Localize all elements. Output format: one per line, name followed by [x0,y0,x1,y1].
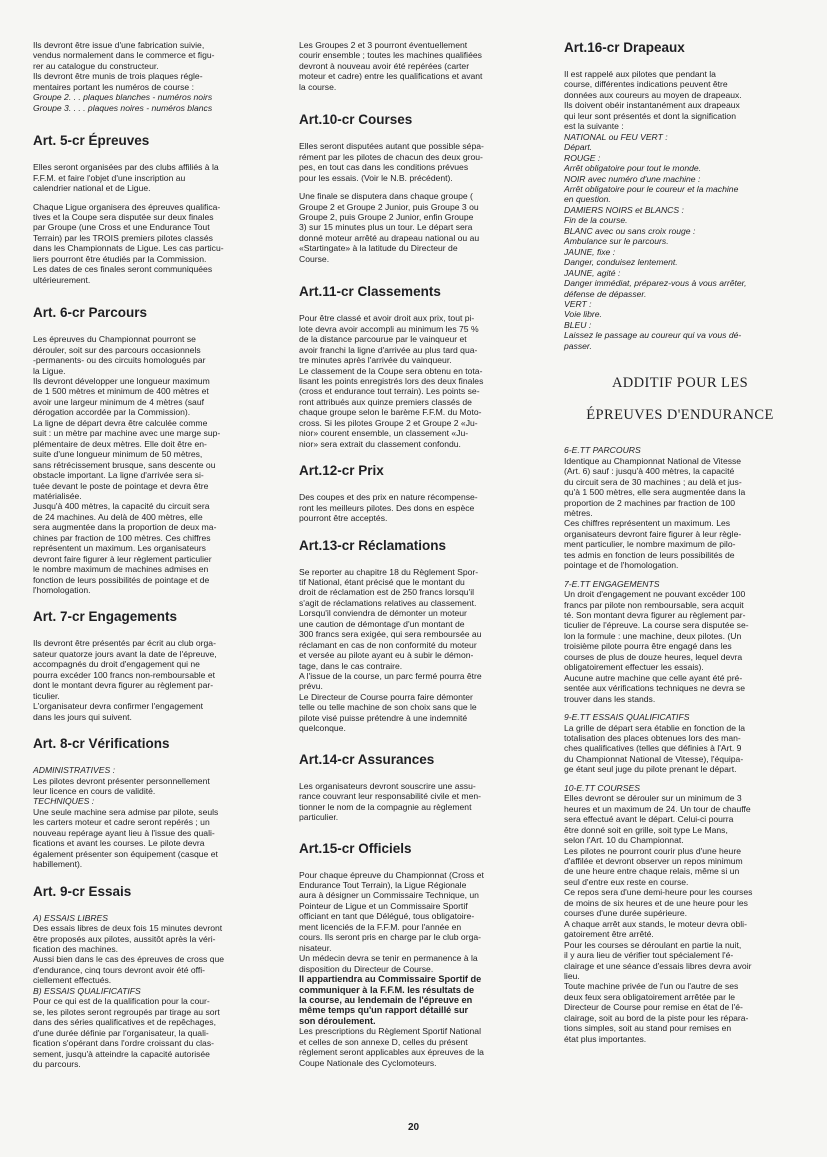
additif-title-2: ÉPREUVES D'ENDURANCE [586,407,774,424]
text-line: Groupe 2 et Groupe 2 Junior, puis Groupe 3 ou [299,201,479,212]
text-line: de moins de six heures et de une heure pour les [564,897,748,908]
flags-list [564,132,796,352]
article-8-admin-label: ADMINISTRATIVES : [33,765,115,776]
text-line: du circuit sera de 30 machines ; au delà et jus- [564,476,742,487]
text-line: pour les essais. (Voir le N.B. précédent). [299,172,453,183]
text-line: défense de dépasser. [564,288,647,299]
text-line: particulier. [299,812,339,823]
text-line: la course, au lendemain de l'épreuve en [299,995,473,1005]
text-line: la Ligue. [33,365,66,376]
text-line: Les organisateurs devront souscrire une assu- [299,780,476,791]
text-line: deux feux sera obligatoirement arrêtée par le [564,991,736,1002]
text-line: liers pourront être étudiés par la Commission. [33,253,207,264]
text-line: F.F.M. et faire l'objet d'une inscription au [33,172,186,183]
text-line: ciellement effectués. [33,975,112,986]
intro-paragraph [33,40,265,92]
text-line: Les dates de ces finales seront communiquées [33,264,213,275]
article-16-title: Art.16-cr Drapeaux [564,40,685,55]
text-line: de la distance parcourue par le vainqueur et [299,334,467,345]
text-line: Pour ce qui est de la qualification pour la cour- [33,996,210,1007]
text-line: moteur et cadre) entre les qualifications et avant [299,71,483,82]
text-line: BLANC avec ou sans croix rouge : [564,225,696,236]
text-line: Arrêt obligatoire pour tout le monde. [564,163,702,174]
article-10-paragraph-2 [299,191,531,264]
text-line: lisant les points enregistrés lors des deux finales [299,375,484,386]
text-line: Il est rappelé aux pilotes que pendant la [564,69,716,79]
text-line: tage, dans le cas contraire. [299,660,403,671]
text-line: tif National, étant précisé que le montant du [299,576,465,587]
text-line: vendus normalement dans le commerce et figu- [33,50,215,61]
article-9-title: Art. 9-cr Essais [33,883,132,899]
text-line: seul d'entre eux reste en course. [564,876,689,887]
column-3 [564,40,796,1052]
text-line: La grille de départ sera établie en fonction de la [564,722,746,733]
text-line: Aucune autre machine que celle ayant été pré- [564,672,743,683]
article-7-title: Art. 7-cr Engagements [33,609,178,625]
text-line: Elles seront disputées autant que possible sépa- [299,141,484,152]
text-line: DAMIERS NOIRS et BLANCS : [564,204,684,215]
text-line: en question. [564,194,611,205]
text-line: trouver dans les stands. [564,693,656,704]
article-15-paragraph-1 [299,870,531,975]
text-line: fications et avant les courses. Le pilote devra [33,838,205,849]
text-line: dans les jours qui suivent. [33,711,132,722]
text-line: Se reporter au chapitre 18 du Règlement Spor- [299,566,479,577]
text-line: s'agit de réclamations relatives au classement. [299,597,477,608]
text-line: sera augmentée dans la proportion de deux ma- [33,522,217,533]
text-line: de une heure entre chaque relais, même si un [564,866,740,877]
text-line: quelconque. [299,723,346,734]
text-line: plémentaire de deux mètres. Elle doit être en- [33,438,207,449]
text-line: ticulier de l'épreuve. La course sera disputée se- [564,620,749,631]
text-line: Laissez le passage au coureur qui va vous dé- [564,330,742,341]
article-10-paragraph-1 [299,141,531,183]
text-line: Un médecin devra se tenir en permanence à la [299,953,478,964]
text-line: droit de réclamation est de 250 francs lorsqu'il [299,587,475,598]
text-line: Pour les courses se déroulant en partie la nuit, [564,939,742,950]
article-11-title: Art.11-cr Classements [299,284,441,300]
text-line: sateur quatorze jours avant la date de l'épreuve, [33,648,217,659]
article-9-b-label: B) ESSAIS QUALIFICATIFS [33,985,141,996]
e10-paragraph [564,793,796,1044]
text-line: Ils devront être munis de trois plaques régle- [33,71,203,82]
article-6-paragraph [33,334,265,595]
text-line: organisateurs devront faire figurer à leur règle- [564,528,742,539]
text-line: également présenter son équipement (casque et [33,848,218,859]
text-line: Pour chaque épreuve du Championnat (Cross et [299,869,484,880]
page-number: 20 [407,1122,420,1133]
text-line: rance couvrant leur responsabilité civile et men- [299,791,481,802]
text-line: officiant en tant que Délégué, tous obligatoire- [299,911,475,922]
article-13-paragraph [299,567,531,734]
text-line: fication s'opérant dans l'ordre croissant du clas- [33,1038,214,1049]
text-line: L'organisateur devra confirmer l'engagement [33,701,203,712]
text-line: aura à désigner un Commissaire Technique, un [299,890,479,901]
e6-paragraph [564,456,796,571]
text-line: lon la formule : une machine, deux pilotes. (Un [564,630,742,641]
text-line: obstacle important. La ligne d'arrivée sera si- [33,470,204,481]
text-line: Jusqu'à 400 mètres, la capacité du circuit sera [33,501,210,512]
text-line: d'une durée définie par l'organisateur, la quali- [33,1027,209,1038]
article-9-b-text [33,996,265,1069]
text-line: de 24 machines. Au delà de 400 mètres, elle [33,511,203,522]
article-11-paragraph [299,313,531,449]
article-15-title: Art.15-cr Officiels [299,840,412,856]
text-line: Danger, conduisez lentement. [564,257,678,268]
text-line: Une seule machine sera admise par pilote, seuls [33,806,219,817]
text-line: Groupe 2, puis Groupe 2 Junior, enfin Groupe [299,211,474,222]
text-line: Endurance Tout Terrain), la Ligue Régionale [299,880,467,891]
text-line: courses d'une durée supérieure. [564,908,687,919]
text-line: 300 francs sera exigée, qui sera remboursée au [299,629,482,640]
text-line: mentaires portant les numéros de course : [33,81,194,92]
article-12-title: Art.12-cr Prix [299,463,384,479]
text-line: té. Son montant devra figurer au règlement par- [564,610,746,621]
text-line: Les Groupes 2 et 3 pourront éventuellement [299,40,468,50]
text-line: JAUNE, agité : [564,267,621,278]
text-line: Un droit d'engagement ne pouvant excéder 100 [564,589,746,600]
text-line: Des essais libres de deux fois 15 minutes devront [33,923,223,934]
text-line: NOIR avec numéro d'une machine : [564,173,701,184]
text-line: état plus importantes. [564,1033,647,1044]
text-line: chines par fraction de 100 mètres. Ces chiffres [33,532,211,543]
article-13-title: Art.13-cr Réclamations [299,537,447,553]
text-line: Ambulance sur le parcours. [564,236,669,247]
text-line: Directeur de Course pour remise en état de l'é- [564,1002,743,1013]
article-8-tech-label: TECHNIQUES : [33,796,95,807]
text-line: tre minutes après l'arrivée du vainqueur. [299,355,452,366]
text-line: Groupe 2. . . plaques blanches - numéros noirs [33,92,213,103]
text-line: sera effectué avant le départ. Celui-ci pourra [564,814,734,825]
text-line: telle ou telle machine de son choix sans que le [299,702,477,713]
text-line: le nombre maximum de machines admises en [33,564,209,575]
text-line: NATIONAL ou FEU VERT : [564,131,668,142]
text-line: sement, jusqu'à atteindre la capacité autorisée [33,1048,210,1059]
text-line: Elles devront se dérouler sur un minimum de 3 [564,793,742,804]
article-6-title: Art. 6-cr Parcours [33,305,148,321]
text-line: troisième pilote pourra être engagé dans les [564,641,732,652]
column-1 [33,40,265,1077]
text-line: tes admis en fonction de leurs possibilités de [564,549,735,560]
text-line: Il appartiendra au Commissaire Sportif de [299,974,482,985]
text-line: communiquer à la F.F.M. les résultats de [299,984,475,995]
text-line: La ligne de départ devra être calculée comme [33,417,208,428]
text-line: Voie libre. [564,309,602,320]
text-line: Lorsqu'il conviendra de démonter un moteur [299,608,467,619]
text-line: Terrain) par les TROIS premiers pilotes classés [33,232,213,243]
text-line: prévu. [299,681,323,692]
text-line: par Groupe (une Cross et une Endurance Tout [33,222,210,233]
text-line: qu'à 1 500 mètres, elle sera augmentée dans la [564,487,746,498]
groups-paragraph [299,40,531,92]
text-line: dans les Championnats de Ligue. Les cas particu- [33,243,224,254]
text-line: dérogation accordée par la Commission). [33,407,191,418]
text-line: représentent un maximum. Les organisateurs [33,543,206,554]
text-line: BLEU : [564,319,592,330]
text-line: ront attribués aux quinze premiers classés de [299,396,472,407]
text-line: JAUNE, fixe : [564,246,616,257]
e7-label: 7-E.TT ENGAGEMENTS [564,578,660,589]
text-line: et celles de son annexe D, celles du présent [299,1036,468,1047]
text-line: dont le montant devra figurer au règlement par- [33,680,214,691]
text-line: (cross et endurance tout terrain). Les points se- [299,386,480,397]
text-line: courir ensemble ; toutes les machines qualifiées [299,50,482,61]
text-line: Fin de la course. [564,215,628,226]
text-line: Ces chiffres représentent un maximum. Les [564,518,731,529]
text-line: ches qualificatives (telles que définies à l'Art. 9 [564,743,742,754]
text-line: Pour être classé et avoir droit aux prix, tout pi- [299,313,475,324]
text-line: Ils doivent obéir instantanément aux drapeaux [564,100,740,111]
text-line: rer au catalogue du constructeur. [33,60,159,71]
text-line: nouveau repérage ayant lieu à l'issue des quali- [33,827,215,838]
text-line: (Art. 6) sauf : jusqu'à 400 mètres, la capacité [564,466,735,477]
text-line: leur licence en cours de validité. [33,786,156,797]
text-line: A chaque arrêt aux stands, le moteur devra obli- [564,918,747,929]
text-line: Coupe Nationale des Cyclomoteurs. [299,1057,437,1068]
text-line: pourront être acceptés. [299,513,388,524]
e6-label: 6-E.TT PARCOURS [564,445,641,456]
text-line: Chaque Ligue organisera des épreuves qualifica- [33,201,221,212]
additif-title-1: ADDITIF POUR LES [611,375,749,392]
article-15-bold-paragraph [299,974,531,1026]
e10-label: 10-E.TT COURSES [564,782,640,793]
text-line: calendrier national et de Ligue. [33,183,151,194]
text-line: pilote visé puisse prétendre à une indemnité [299,712,468,723]
article-14-paragraph [299,781,531,823]
text-line: cours. Ils seront pris en charge par le club orga- [299,932,481,943]
text-line: Pointeur de Ligue et un Commissaire Sportif [299,900,468,911]
article-8-title: Art. 8-cr Vérifications [33,736,170,752]
text-line: proportion de 2 machines par fraction de 100 [564,497,736,508]
text-line: ment licenciés de la F.F.M. pour l'année en [299,921,462,932]
column-2 [299,40,531,1076]
text-line: chaque groupe selon le barème F.F.M. du Moto- [299,407,482,418]
text-line: Ils devront développer une longueur maximum [33,375,210,386]
article-12-paragraph [299,492,531,523]
article-9-a-text [33,923,265,986]
text-line: dans des séries qualificatives et de repêchages, [33,1017,216,1028]
text-line: passer. [564,340,592,351]
text-line: Elles seront organisées par des clubs affiliés à la [33,162,219,173]
text-line: disposition du Directeur de Course. [299,963,434,974]
text-line: Aussi bien dans le cas des épreuves de cross que [33,954,225,965]
groups-list [33,92,265,113]
text-line: ront les meilleurs pilotes. Des dons en espèce [299,502,475,513]
article-5-paragraph-2 [33,202,265,286]
text-line: tions simples, soit au stand pour remises en [564,1023,732,1034]
text-line: clairage, soit au bord de la piste pour les répara- [564,1012,749,1023]
text-line: d'endurance, cinq tours devront avoir été offi- [33,964,206,975]
text-line: francs par pilote non remboursable, sera acquit [564,599,744,610]
text-line: du parcours. [33,1058,81,1069]
article-10-title: Art.10-cr Courses [299,112,413,128]
text-line: -permanents- ou des circuits homologués par [33,355,206,366]
text-line: avoir une largeur minimum de 4 mètres (sauf [33,396,204,407]
text-line: VERT : [564,298,592,309]
text-line: tives et la Coupe sera disputée sur deux finales [33,211,214,222]
text-line: règlement seront applicables aux épreuves de la [299,1047,484,1058]
text-line: cross. Si les pilotes Groupe 2 et Groupe 2 «Ju- [299,417,478,428]
text-line: ROUGE : [564,152,601,163]
text-line: Danger immédiat, préparez-vous à vous arrêter, [564,278,747,289]
text-line: clairage et une séance d'essais libres devra avoir [564,960,752,971]
article-14-title: Art.14-cr Assurances [299,751,435,767]
text-line: devront à nouveau avoir été repérées (carter [299,60,470,71]
text-line: rément par les pilotes de chacun des deux grou- [299,151,483,162]
text-line: selon l'Art. 10 du Championnat. [564,835,684,846]
text-line: Identique au Championnat National de Vitesse [564,455,742,466]
text-line: devront faire figurer à leur règlement particulier [33,553,212,564]
text-line: Ils devront être présentés par écrit au club orga- [33,638,216,649]
text-line: de 1 500 mètres et minimum de 400 mètres et [33,386,209,397]
text-line: pes, en tout cas dans les conditions prévues [299,162,469,173]
text-line: nisateur. [299,942,332,953]
text-line: pointage et de l'homologation. [564,560,679,571]
text-line: accompagnés du droit d'engagement qui ne [33,659,200,670]
article-7-paragraph [33,638,265,722]
article-16-paragraph [564,69,796,132]
text-line: du Championnat National de Vitesse), l'équipa- [564,753,744,764]
text-line: courses de plus de douze heures, lequel devra [564,651,743,662]
text-line: «Startingate» à la latitude du Directeur de [299,243,458,254]
article-9-a-label: A) ESSAIS LIBRES [33,912,108,923]
text-line: Groupe 3. . . . plaques noires - numéros blancs [33,102,213,113]
text-line: A l'issue de la course, un parc fermé pourra être [299,671,482,682]
text-line: Ce repos sera d'une demi-heure pour les courses [564,887,753,898]
text-line: fonction de leurs possibilités de pointage et de [33,574,210,585]
text-line: données aux coureurs au moyen de drapeaux. [564,89,742,100]
text-line: pourra excéder 100 francs non-remboursable et [33,669,216,680]
text-line: est la suivante : [564,121,624,132]
text-line: Des coupes et des prix en nature récompense- [299,492,478,503]
text-line: tionner le nom de la compagnie au règlement [299,801,472,812]
e9-paragraph [564,723,796,775]
text-line: être donné soit en grille, soit type Le Mans, [564,824,728,835]
text-line: et versée au pilote ayant eu à subir le démon- [299,650,474,661]
text-line: l'homologation. [33,585,91,596]
text-line: habillement). [33,859,83,870]
text-line: suit : un mètre par machine avec une marge sup- [33,428,221,439]
text-line: donné moteur arrêté au drapeau national ou au [299,232,480,243]
text-line: il y aura lieu de vérifier tout spécialement l'é- [564,950,734,961]
article-5-paragraph-1 [33,162,265,193]
text-line: Le classement de la Coupe sera obtenu en tota- [299,365,483,376]
text-line: sans rétrécissement brusque, sans descente ou [33,459,216,470]
text-line: lote devra avoir accompli au minimum les 75 % [299,323,479,334]
text-line: Toute machine privée de l'un ou l'autre de ses [564,981,739,992]
text-line: course, différentes indications peuvent être [564,79,728,90]
text-line: Le Directeur de Course pourra faire démonter [299,691,473,702]
text-line: ultérieurement. [33,274,91,285]
article-15-paragraph-2 [299,1026,531,1068]
e9-label: 9-E.TT ESSAIS QUALIFICATIFS [564,712,690,723]
text-line: tuée devant le poste de pointage et devra être [33,480,209,491]
text-line: lieu. [564,970,580,981]
text-line: Arrêt obligatoire pour le coureur et la machine [564,183,739,194]
text-line: dérouler, soit sur des parcours occasionnels [33,344,201,355]
text-line: Les pilotes devront présenter personnellement [33,775,210,786]
text-line: Les pilotes ne pourront courir plus d'une heure [564,845,741,856]
text-line: Une finale se disputera dans chaque groupe ( [299,191,473,202]
text-line: Les épreuves du Championnat pourront se [33,334,196,345]
text-line: ticulier. [33,690,60,701]
text-line: réclamant en cas de non conformité du moteur [299,639,477,650]
article-8-admin-text [33,776,265,797]
text-line: Ils devront être issue d'une fabrication suivie, [33,40,205,50]
text-line: nior» sera extrait du classement confondu. [299,438,461,449]
text-line: Course. [299,253,330,264]
text-line: heures et un maximum de 24. Un tour de chauffe [564,803,751,814]
text-line: obligatoirement effectuer les essais). [564,662,704,673]
text-line: une caution de démontage d'un montant de [299,618,465,629]
text-line: les carters moteur et cadre seront repérés ; un [33,817,210,828]
e7-paragraph [564,589,796,704]
text-line: son déroulement. [299,1015,376,1026]
text-line: Départ. [564,142,593,153]
text-line: qui leur sont présentés et dont la signification [564,110,736,121]
article-8-tech-text [33,807,265,870]
text-line: la course. [299,81,337,92]
article-5-title: Art. 5-cr Épreuves [33,133,150,149]
text-line: avoir franchi la ligne d'arrivée au plus tard qua- [299,344,478,355]
text-line: totalisation des places obtenues lors des man- [564,733,741,744]
text-line: ment particulier, le nombre maximum de pilo- [564,539,736,550]
text-line: même temps qu'un rapport détaillé sur [299,1005,469,1016]
text-line: être proposés aux pilotes, aussitôt après la véri- [33,933,216,944]
text-line: d'affilée et devront observer un repos minimum [564,856,743,866]
text-line: mètres. [564,507,593,518]
text-line: Les prescriptions du Règlement Sportif National [299,1026,481,1037]
text-line: gatoirement être arrêté. [564,929,654,940]
text-line: 3) sur 15 minutes plus un tour. Le départ sera [299,222,473,233]
text-line: sentée aux vérifications techniques ne devra se [564,683,746,694]
text-line: ge étant seul juge du pilote prenant le départ. [564,764,737,775]
text-line: se, les pilotes seront regroupés par tirage au sort [33,1006,220,1017]
text-line: nior» courent ensemble, un classement «Ju- [299,428,469,439]
text-line: matérialisée. [33,490,82,501]
text-line: fication des machines. [33,944,119,954]
text-line: suite d'une longueur minimum de 50 mètres, [33,449,203,460]
